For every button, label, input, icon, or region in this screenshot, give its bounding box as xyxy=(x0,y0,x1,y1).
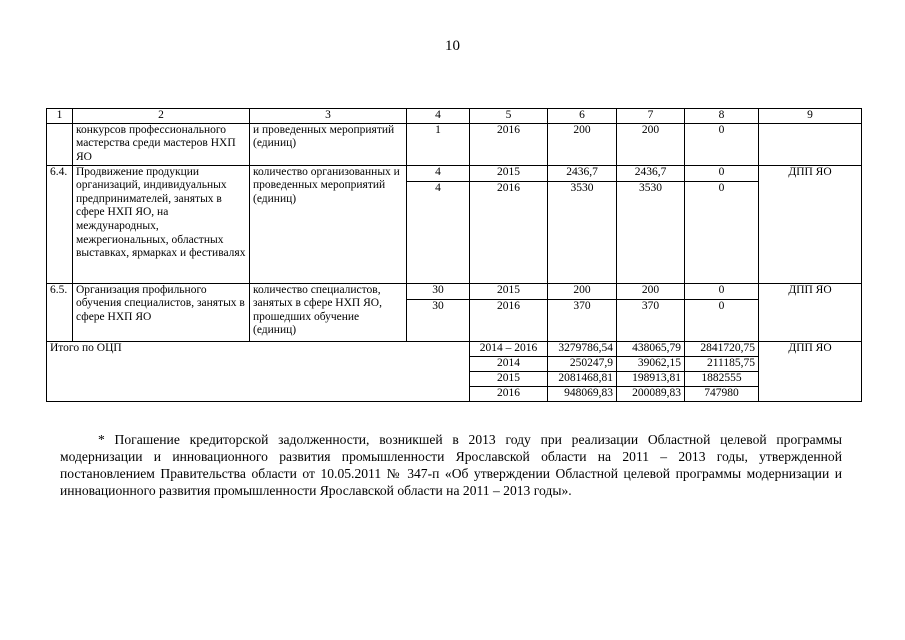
year-cell: 2015 xyxy=(470,283,548,299)
total-row xyxy=(47,341,862,356)
total-amount-cell: 3279786,54 xyxy=(548,341,617,356)
amount-cell: 0 xyxy=(685,123,759,165)
total-amount-cell: 370 xyxy=(548,299,617,341)
activity-cell: Продвижение продукции организаций, индивидуальных предпринимателей, занятых в сфере НХП ЯО, на международных, межрегиональных, областных выставках, ярмарках и фестивалях xyxy=(73,165,250,283)
indicator-value-cell: 4 xyxy=(407,165,470,181)
amount-cell: 0 xyxy=(685,299,759,341)
year-cell: 2014 – 2016 xyxy=(470,341,548,356)
amount-cell: 198913,81 xyxy=(617,371,685,386)
year-cell: 2014 xyxy=(470,356,548,371)
year-cell: 2016 xyxy=(470,386,548,401)
table-header-row xyxy=(47,109,862,124)
activity-cell: конкурсов профессионального мастерства среди мастеров НХП ЯО xyxy=(73,123,250,165)
year-cell: 2016 xyxy=(470,299,548,341)
program-table xyxy=(46,108,862,402)
amount-cell: 0 xyxy=(685,165,759,181)
indicator-cell: и проведенных мероприятий (единиц) xyxy=(250,123,407,165)
footnote xyxy=(60,431,842,499)
header-cell: 2 xyxy=(73,109,250,124)
amount-cell: 3530 xyxy=(617,181,685,283)
year-cell: 2015 xyxy=(470,165,548,181)
row-number-cell: 6.5. xyxy=(47,283,73,341)
header-cell: 5 xyxy=(470,109,548,124)
header-cell: 4 xyxy=(407,109,470,124)
header-cell: 1 xyxy=(47,109,73,124)
table-row xyxy=(47,165,862,181)
executor-cell: ДПП ЯО xyxy=(759,165,862,283)
indicator-value-cell: 30 xyxy=(407,299,470,341)
indicator-value-cell: 4 xyxy=(407,181,470,283)
header-cell: 6 xyxy=(548,109,617,124)
year-cell: 2015 xyxy=(470,371,548,386)
total-amount-cell: 200 xyxy=(548,123,617,165)
total-label-cell: Итого по ОЦП xyxy=(47,341,470,401)
total-amount-cell: 250247,9 xyxy=(548,356,617,371)
indicator-value-cell: 30 xyxy=(407,283,470,299)
executor-cell: ДПП ЯО xyxy=(759,283,862,341)
table-row xyxy=(47,123,862,165)
amount-cell: 211185,75 xyxy=(685,356,759,371)
total-amount-cell: 200 xyxy=(548,283,617,299)
amount-cell: 0 xyxy=(685,181,759,283)
header-cell: 9 xyxy=(759,109,862,124)
table-row xyxy=(47,283,862,299)
amount-cell: 200 xyxy=(617,283,685,299)
year-cell: 2016 xyxy=(470,123,548,165)
indicator-cell: количество организованных и проведенных мероприятий (единиц) xyxy=(250,165,407,283)
header-cell: 8 xyxy=(685,109,759,124)
page-number: 10 xyxy=(445,38,460,54)
amount-cell: 747980 xyxy=(685,386,759,401)
amount-cell: 370 xyxy=(617,299,685,341)
amount-cell: 200089,83 xyxy=(617,386,685,401)
indicator-cell: количество специалистов, занятых в сфере НХП ЯО, прошедших обучение (единиц) xyxy=(250,283,407,341)
row-number-cell: 6.4. xyxy=(47,165,73,283)
year-cell: 2016 xyxy=(470,181,548,283)
total-amount-cell: 948069,83 xyxy=(548,386,617,401)
total-amount-cell: 2081468,81 xyxy=(548,371,617,386)
total-amount-cell: 3530 xyxy=(548,181,617,283)
amount-cell: 200 xyxy=(617,123,685,165)
amount-cell: 39062,15 xyxy=(617,356,685,371)
activity-cell: Организация профильного обучения специалистов, занятых в сфере НХП ЯО xyxy=(73,283,250,341)
row-number-cell xyxy=(47,123,73,165)
amount-cell: 2841720,75 xyxy=(685,341,759,356)
amount-cell: 1882555 xyxy=(685,371,759,386)
executor-cell: ДПП ЯО xyxy=(759,341,862,401)
amount-cell: 2436,7 xyxy=(617,165,685,181)
footnote-text: * Погашение кредиторской задолженности, возникшей в 2013 году при реализации Областной целевой программы модернизации и инновационного развития промышленности Ярославской области на 2011 – 2013 годы, утвержденной постановлением Правительства области от 10.05.2011 № 347-п «Об утверждении Областной целевой программы модернизации и инновационного развития промышленности Ярославской области на 2011 – 2013 годы». xyxy=(60,432,842,498)
amount-cell: 438065,79 xyxy=(617,341,685,356)
total-amount-cell: 2436,7 xyxy=(548,165,617,181)
executor-cell xyxy=(759,123,862,165)
indicator-value-cell: 1 xyxy=(407,123,470,165)
amount-cell: 0 xyxy=(685,283,759,299)
header-cell: 3 xyxy=(250,109,407,124)
header-cell: 7 xyxy=(617,109,685,124)
